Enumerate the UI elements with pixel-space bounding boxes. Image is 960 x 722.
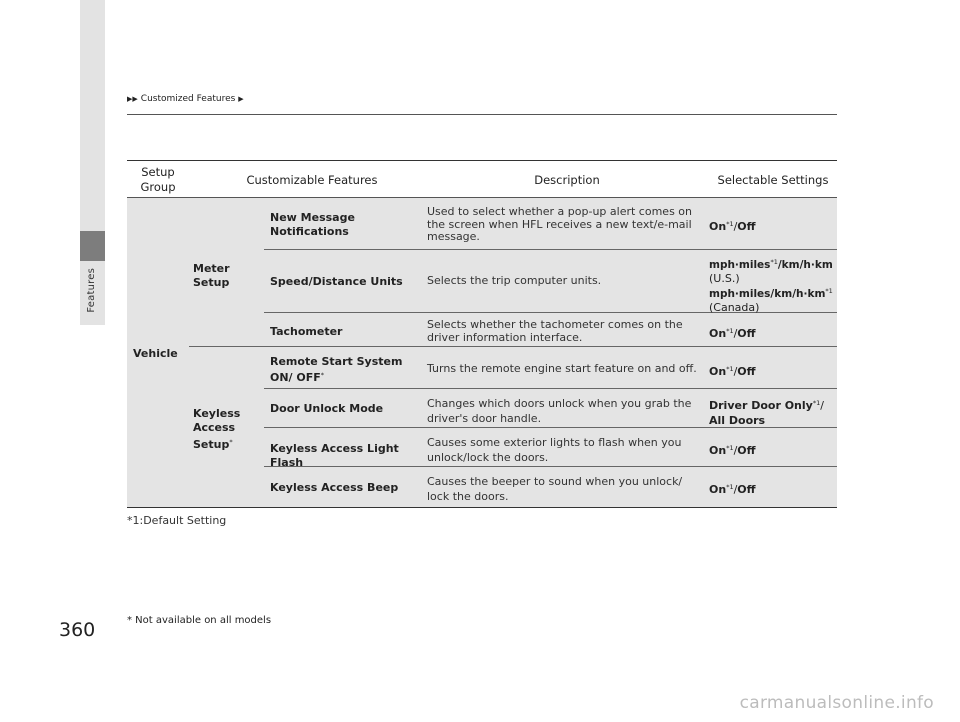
feature-tachometer: Tachometer (270, 325, 343, 338)
setting-units[interactable]: mph·miles$^{*1}$/km/h·km (U.S.) $mph\cdot miles/km/h\cdot km^{*1}$ (Canada) (709, 258, 833, 314)
setup-group-vehicle: Vehicle (133, 347, 178, 360)
header-rule (127, 114, 837, 115)
setting-on-off[interactable]: On$^{*1}$/Off (709, 483, 756, 496)
feature-keyless-access-light-flash: Keyless Access Light Flash (270, 442, 399, 469)
group-keyless-access-setup (193, 407, 253, 452)
customizable-features-table (127, 160, 837, 508)
setting-on-off[interactable]: On$^{*1}$/Off (709, 365, 756, 378)
breadcrumb-arrow-icon: ▶ (238, 95, 244, 103)
description: Changes which doors unlock when you grab the driver's door handle. (427, 397, 692, 425)
breadcrumb-text[interactable]: Customized Features (140, 94, 236, 104)
setting-on-off[interactable]: On$^{*1}$/Off (709, 327, 756, 340)
feature-speed-distance-units: Speed/Distance Units (270, 275, 403, 288)
setting-on-off[interactable]: On$^{*1}$/Off (709, 444, 756, 457)
header-description: Description (534, 173, 600, 187)
group-keyless-mark: * (229, 438, 233, 446)
row-divider (264, 249, 837, 250)
breadcrumb-arrow-icon: ▶▶ (127, 95, 138, 103)
description: Turns the remote engine start feature on and off. (427, 362, 697, 375)
setting-door-unlock[interactable]: Driver Door Only$^{*1}$/ All Doors (709, 399, 824, 427)
row-divider (264, 388, 837, 389)
description: Causes some exterior lights to flash when you unlock/lock the doors. (427, 436, 682, 464)
feature-new-message-notifications: New Message Notifications (270, 211, 355, 238)
footnote-default-setting: *1:Default Setting (127, 514, 227, 527)
description: Selects whether the tachometer comes on the driver information interface. (427, 318, 683, 344)
side-tab-marker (80, 231, 105, 261)
footnote-not-available: * Not available on all models (127, 615, 272, 626)
breadcrumb (127, 94, 244, 104)
setting-on-off[interactable]: On$^{*1}$/Off (709, 220, 756, 233)
group-divider (189, 346, 837, 347)
feature-remote-start-system: Remote Start System ON/ OFF* (270, 355, 403, 384)
feature-keyless-access-beep: Keyless Access Beep (270, 481, 399, 494)
header-setup-group: Setup Group (140, 165, 176, 194)
page-number: 360 (59, 619, 96, 641)
group-keyless-label: Keyless Access Setup (193, 407, 241, 451)
table-bottom-rule (127, 507, 837, 508)
description: Selects the trip computer units. (427, 274, 602, 287)
description: Used to select whether a pop-up alert comes on the screen when HFL receives a new text/e-mail message. (427, 205, 692, 243)
header-customizable-features: Customizable Features (246, 173, 378, 187)
side-tab-label: Features (86, 268, 97, 313)
watermark: carmanualsonline.info (739, 693, 934, 713)
header-selectable-settings: Selectable Settings (717, 173, 829, 187)
group-meter-setup: Meter Setup (193, 262, 230, 289)
table-top-rule (127, 160, 837, 161)
description: Causes the beeper to sound when you unlock/ lock the doors. (427, 475, 683, 503)
feature-door-unlock-mode: Door Unlock Mode (270, 402, 384, 415)
